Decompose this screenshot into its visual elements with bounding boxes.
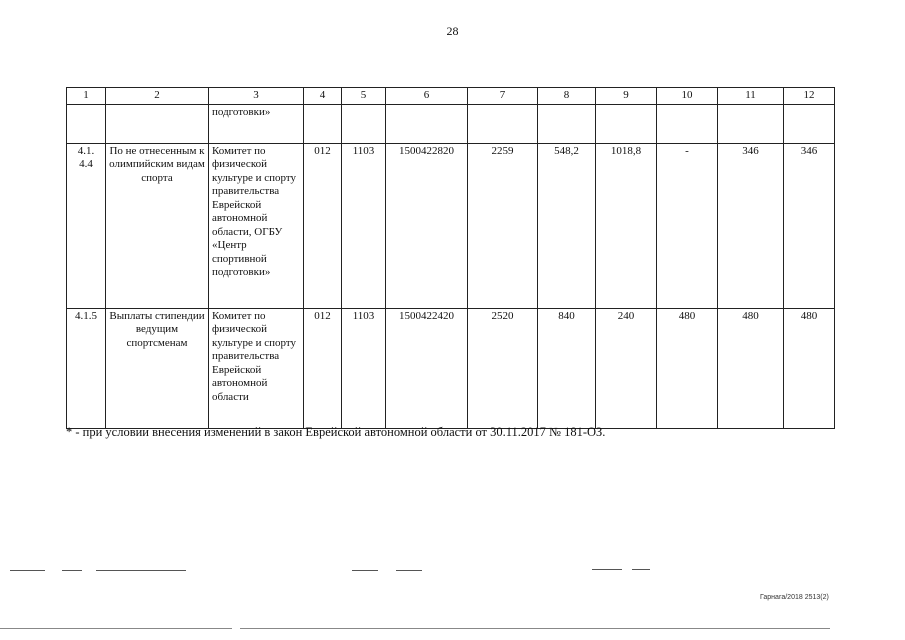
- budget-table: [66, 87, 835, 429]
- cell-value: 1500422820: [386, 143, 468, 308]
- cell-value: 012: [304, 143, 342, 308]
- cell-executor: Комитет по физической культуре и спорту правительства Еврейской автономной области: [209, 308, 304, 428]
- scan-artifact-line: [632, 569, 650, 570]
- cell-value: 012: [304, 308, 342, 428]
- cell-number: 4.1. 4.4: [67, 143, 106, 308]
- column-header: 12: [784, 88, 835, 105]
- cell-value: [342, 104, 386, 143]
- cell-value: 1018,8: [596, 143, 657, 308]
- column-header: 3: [209, 88, 304, 105]
- cell-value: [718, 104, 784, 143]
- cell-value: 480: [784, 308, 835, 428]
- cell-value: [596, 104, 657, 143]
- column-header: 10: [657, 88, 718, 105]
- cell-name: По не отнесенным к олимпийским видам спорта: [106, 143, 209, 308]
- cell-name: [106, 104, 209, 143]
- cell-value: -: [657, 143, 718, 308]
- cell-value: 1103: [342, 143, 386, 308]
- table-row: [67, 308, 835, 428]
- cell-value: 346: [718, 143, 784, 308]
- document-stamp: Гарнага/2018 2513(2): [760, 594, 829, 601]
- cell-value: 346: [784, 143, 835, 308]
- scan-artifact-line: [0, 628, 232, 629]
- cell-value: 2259: [468, 143, 538, 308]
- cell-value: [304, 104, 342, 143]
- cell-value: [386, 104, 468, 143]
- table-header-row: [67, 88, 835, 105]
- scan-artifact-line: [352, 570, 378, 571]
- scan-artifact-line: [10, 570, 45, 571]
- cell-value: 840: [538, 308, 596, 428]
- cell-value: 548,2: [538, 143, 596, 308]
- cell-value: [784, 104, 835, 143]
- cell-value: 1103: [342, 308, 386, 428]
- scan-artifact-line: [592, 569, 622, 570]
- scan-artifact-line: [62, 570, 82, 571]
- cell-value: 2520: [468, 308, 538, 428]
- table-row: [67, 104, 835, 143]
- column-header: 11: [718, 88, 784, 105]
- cell-value: [468, 104, 538, 143]
- column-header: 1: [67, 88, 106, 105]
- cell-executor: подготовки»: [209, 104, 304, 143]
- cell-executor: Комитет по физической культуре и спорту правительства Еврейской автономной области, ОГБУ «Центр спортивной подготовки»: [209, 143, 304, 308]
- footnote: * - при условии внесения изменений в закон Еврейской автономной области от 30.11.2017 № 181-ОЗ.: [66, 425, 606, 439]
- cell-value: [657, 104, 718, 143]
- column-header: 7: [468, 88, 538, 105]
- cell-value: [538, 104, 596, 143]
- cell-value: 480: [657, 308, 718, 428]
- column-header: 2: [106, 88, 209, 105]
- column-header: 6: [386, 88, 468, 105]
- column-header: 9: [596, 88, 657, 105]
- cell-name: Выплаты стипендии ведущим спортсменам: [106, 308, 209, 428]
- scan-artifact-line: [396, 570, 422, 571]
- cell-number: [67, 104, 106, 143]
- cell-value: 1500422420: [386, 308, 468, 428]
- cell-value: 480: [718, 308, 784, 428]
- column-header: 8: [538, 88, 596, 105]
- cell-value: 240: [596, 308, 657, 428]
- scan-artifact-line: [96, 570, 186, 571]
- scan-artifact-line: [240, 628, 830, 629]
- table-row: [67, 143, 835, 308]
- column-header: 5: [342, 88, 386, 105]
- page-number: 28: [446, 24, 459, 38]
- cell-number: 4.1.5: [67, 308, 106, 428]
- column-header: 4: [304, 88, 342, 105]
